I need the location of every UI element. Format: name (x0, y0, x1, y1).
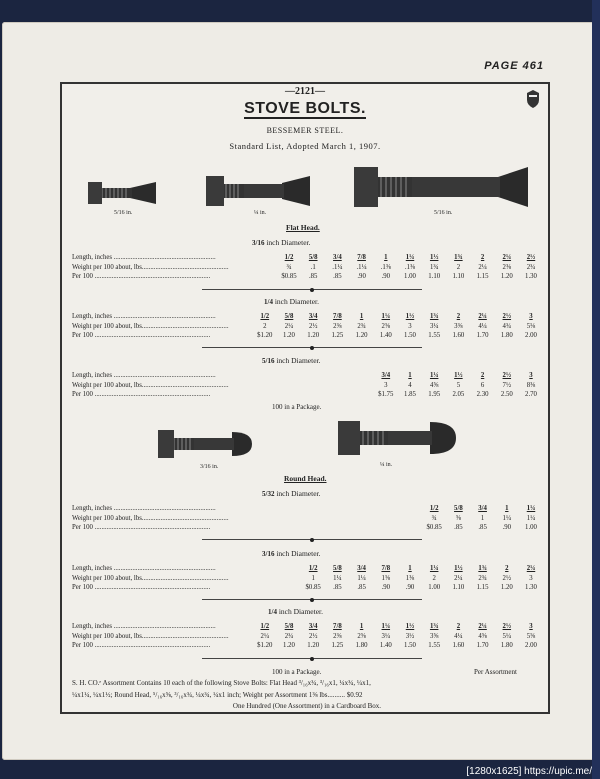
table-cell: 2¼ (478, 623, 487, 630)
watermark-text: [1280x1625] https://upic.me/ (466, 766, 592, 777)
table-cell: 3⅝ (429, 632, 439, 640)
table-cell: .85 (357, 584, 366, 591)
table-cell: 1½ (454, 565, 463, 572)
table-cell: 4⅝ (478, 632, 487, 640)
table-cell: 4⅝ (429, 381, 439, 389)
table-cell: 4¾ (502, 322, 512, 330)
row-label: Per 100 .................................................................... (72, 332, 211, 339)
table-cell: 1.30 (525, 584, 537, 591)
table-cell: 5⅛ (526, 322, 536, 330)
bolt-caption: 3/16 in. (200, 464, 219, 470)
table-cell: 1⅜ (405, 574, 415, 582)
table-cell: 2½ (502, 574, 512, 582)
row-label: Length, inches ............................................................ (72, 254, 216, 261)
table-cell: 2.00 (525, 642, 537, 649)
divider-dot (310, 598, 314, 602)
table-cell: 2⅝ (357, 632, 366, 640)
row-label: Per 100 .................................................................... (72, 391, 211, 398)
table-cell: 2½ (308, 632, 318, 640)
row-label: Per 100 .................................................................... (72, 642, 211, 649)
table-cell: 1.60 (452, 642, 465, 649)
table-cell: 1¼ (381, 313, 391, 320)
row-label: Weight per 100 about, lbs................................................... (72, 263, 229, 271)
table-row-length (72, 505, 542, 515)
table-row-weight (72, 515, 542, 525)
flat-head-heading: Flat Head. (286, 223, 320, 232)
row-label: Weight per 100 about, lbs................................................... (72, 514, 229, 522)
table-cell: 2¼ (478, 263, 487, 271)
table-cell: 3⅜ (454, 322, 463, 330)
table-cell: 1½ (405, 313, 415, 320)
table-cell: 1.00 (404, 273, 416, 280)
assortment-line: S. H. CO.ᵉ Assortment Contains 10 each of the following Stove Bolts: Flat Head ³/₁₆x¾, ³/₁₆x1, ¼x¾, ¼x1, (72, 679, 371, 687)
table-cell: 1.80 (500, 642, 513, 649)
table-cell: $0.85 (305, 584, 321, 591)
bolt-table-flat-1-4 (72, 313, 542, 342)
table-cell: 2 (456, 313, 461, 320)
table-row-length (72, 372, 542, 382)
table-cell: 1.50 (404, 642, 416, 649)
table-cell: 1¼ (429, 565, 439, 572)
table-cell: 1.55 (428, 642, 441, 649)
table-cell: 1/2 (429, 505, 439, 512)
per-assortment-label: Per Assortment (474, 668, 517, 676)
diameter-heading (264, 297, 319, 306)
table-cell: 1.15 (476, 584, 489, 591)
table-cell: 1.20 (500, 273, 513, 280)
bolt-table-round-5-32 (72, 505, 542, 534)
table-cell: 1.40 (379, 642, 392, 649)
row-label: Weight per 100 about, lbs................................................... (72, 322, 229, 330)
table-cell: 1 (408, 372, 412, 379)
diameter-heading (268, 607, 323, 616)
table-cell: ¾ (286, 263, 292, 271)
flat-head-bolt-medium-illustration (202, 172, 312, 210)
table-cell: 1.70 (476, 642, 489, 649)
table-cell: 3 (529, 574, 533, 582)
table-cell: 5/8 (308, 254, 318, 261)
table-cell: 1/2 (308, 565, 318, 572)
table-cell: 1¼ (333, 574, 342, 582)
table-row-price (72, 391, 542, 401)
table-cell: 5 (456, 381, 461, 389)
table-cell: 5¼ (502, 632, 512, 640)
table-cell: 7½ (502, 381, 512, 389)
table-cell: 1¾ (429, 263, 439, 271)
table-cell: 2¼ (260, 632, 270, 640)
row-label: Length, inches ............................................................ (72, 623, 216, 630)
bolt-caption: ¼ in. (380, 462, 393, 468)
bolt-table-flat-5-16 (72, 372, 542, 401)
flat-head-bolt-small-illustration (84, 178, 159, 208)
table-cell: 1.20 (355, 332, 368, 339)
table-cell: 2¾ (526, 263, 536, 271)
table-cell: .85 (454, 524, 463, 531)
row-label: Length, inches ............................................................ (72, 505, 216, 512)
table-cell: 3¼ (429, 322, 439, 330)
diameter-heading (262, 356, 320, 365)
table-cell: 2¼ (284, 322, 294, 330)
table-cell: 1 (359, 623, 364, 630)
bolt-caption: ¼ in. (254, 210, 267, 216)
table-cell: 1.15 (476, 273, 489, 280)
table-cell: 1.40 (379, 332, 392, 339)
round-head-bolt-small-illustration (154, 427, 254, 461)
table-cell: 1 (408, 565, 412, 572)
assortment-line: ¼x1¼, ¼x1½; Round Head, ⁵/₁₆x⅝, ³/₁₆x¾, ¼x¾, ¼x1 inch; Weight per Assortment 1⅜ lbs.......... $0.92 (72, 690, 363, 699)
table-cell: 1/2 (260, 313, 270, 320)
diameter-value: 3/16 (252, 239, 265, 247)
bolt-caption: 5/16 in. (114, 210, 133, 216)
table-cell: 3 (384, 381, 388, 389)
table-cell: 1¾ (429, 313, 439, 320)
table-cell: 1.00 (428, 584, 441, 591)
diameter-label: inch Diameter. (274, 549, 321, 558)
diameter-heading (262, 549, 320, 558)
table-cell: 2½ (308, 322, 318, 330)
diameter-value: 3/16 (262, 550, 275, 558)
table-cell: 3 (408, 322, 412, 330)
table-cell: 1.20 (283, 332, 295, 339)
table-cell: 2.00 (525, 332, 537, 339)
row-label: Weight per 100 about, lbs................................................... (72, 574, 229, 582)
table-row-length (72, 565, 542, 575)
table-cell: $1.20 (257, 332, 273, 339)
table-row-price (72, 273, 542, 283)
table-cell: 1.95 (428, 391, 441, 398)
table-cell: .90 (381, 584, 391, 591)
table-cell: 3/4 (333, 254, 342, 261)
table-cell: 6 (480, 381, 485, 389)
table-cell: 3¼ (381, 632, 391, 640)
catalog-number: —2121— (285, 86, 325, 97)
table-cell: .90 (381, 273, 391, 280)
table-cell: .90 (502, 524, 512, 531)
table-cell: 5/8 (454, 505, 463, 512)
table-cell: 1¾ (478, 565, 487, 572)
table-row-weight (72, 323, 542, 333)
table-row-length (72, 313, 542, 323)
diameter-value: 1/4 (268, 608, 277, 616)
table-cell: .1⅜ (404, 263, 416, 271)
table-cell: 2⅜ (333, 322, 342, 330)
table-cell: 2 (505, 565, 509, 572)
table-cell: 3½ (405, 632, 415, 640)
bolt-table-round-1-4 (72, 623, 542, 652)
table-cell: 7/8 (381, 565, 391, 572)
table-cell: 1¼ (357, 574, 366, 582)
table-cell: .85 (333, 584, 342, 591)
table-cell: .90 (405, 584, 415, 591)
table-cell: 1 (384, 254, 388, 261)
table-cell: 1.80 (355, 642, 368, 649)
table-cell: 1.20 (500, 584, 513, 591)
table-cell: 1.60 (452, 332, 465, 339)
table-cell: 2¼ (454, 574, 463, 582)
bolt-table-round-3-16 (72, 565, 542, 594)
table-cell: 1.80 (500, 332, 513, 339)
table-row-length (72, 623, 542, 633)
table-cell: 1.25 (331, 332, 344, 339)
table-cell: 2½ (502, 313, 512, 320)
table-cell: 1.10 (452, 273, 465, 280)
table-cell: 5/8 (333, 565, 342, 572)
table-cell: 1.10 (428, 273, 441, 280)
diameter-value: 5/32 (262, 490, 275, 498)
divider-dot (310, 346, 314, 350)
table-cell: 2 (456, 263, 461, 271)
table-cell: 8⅜ (526, 381, 536, 389)
table-cell: 1.25 (331, 642, 344, 649)
standard-subtitle: Standard List, Adopted March 1, 1907. (229, 141, 381, 151)
assortment-description (72, 678, 542, 713)
table-row-weight (72, 575, 542, 585)
table-cell: 2.30 (476, 391, 489, 398)
table-cell: 2¼ (478, 313, 487, 320)
row-label: Per 100 .................................................................... (72, 584, 211, 591)
table-cell: 5/8 (284, 313, 294, 320)
table-cell: $1.20 (257, 642, 273, 649)
diameter-label: inch Diameter. (274, 356, 321, 365)
table-cell: 1¼ (429, 372, 439, 379)
table-cell: 1.30 (525, 273, 537, 280)
table-cell: 2½ (502, 623, 512, 630)
table-cell: 2 (456, 623, 461, 630)
table-cell: 1¾ (454, 254, 463, 261)
scan-top-border (0, 0, 600, 22)
table-cell: 3/4 (308, 313, 318, 320)
table-cell: .90 (357, 273, 366, 280)
diameter-label: inch Diameter. (264, 238, 311, 247)
table-cell: 1¼ (405, 254, 415, 261)
table-cell: 1.70 (476, 332, 489, 339)
table-cell: 1½ (429, 254, 439, 261)
table-cell: 1⅝ (381, 574, 391, 582)
table-cell: .85 (308, 273, 318, 280)
material-subtitle: BESSEMER STEEL. (266, 126, 344, 135)
row-label: Weight per 100 about, lbs................................................... (72, 381, 229, 389)
table-cell: 3/4 (357, 565, 366, 572)
table-cell: ¾ (431, 514, 437, 522)
table-cell: 1.00 (525, 524, 537, 531)
table-cell: 2 (480, 372, 485, 379)
row-label: Weight per 100 about, lbs................................................... (72, 632, 229, 640)
catalog-frame (60, 82, 550, 714)
table-cell: 3 (529, 372, 533, 379)
table-cell: 5/8 (284, 623, 294, 630)
table-cell: 1.55 (428, 332, 441, 339)
table-row-price (72, 524, 542, 534)
table-cell: 1.85 (404, 391, 416, 398)
page-number: PAGE 461 (484, 60, 544, 72)
row-label: Length, inches ............................................................ (72, 372, 216, 379)
table-cell: 2¾ (478, 574, 487, 582)
table-cell: 1½ (405, 623, 415, 630)
table-cell: 1/2 (284, 254, 294, 261)
divider-dot (310, 657, 314, 661)
table-cell: 1¼ (526, 505, 536, 512)
table-cell: 2 (480, 254, 485, 261)
table-cell: 2.70 (525, 391, 537, 398)
table-cell: 1¾ (429, 623, 439, 630)
table-row-weight (72, 633, 542, 643)
table-cell: 2¼ (526, 565, 536, 572)
table-cell: 7/8 (357, 254, 366, 261)
table-cell: 1.20 (307, 642, 320, 649)
table-cell: 1 (311, 574, 315, 582)
table-cell: 4 (408, 381, 412, 389)
table-cell: 2½ (502, 372, 512, 379)
table-cell: 2¼ (502, 254, 512, 261)
table-cell: 7/8 (333, 313, 342, 320)
table-cell: 2 (263, 322, 267, 330)
table-cell: 3/4 (308, 623, 318, 630)
diameter-value: 1/4 (264, 298, 273, 306)
row-label: Length, inches ............................................................ (72, 565, 216, 572)
table-row-price (72, 642, 542, 652)
bolt-caption: 5/16 in. (434, 210, 453, 216)
round-head-heading: Round Head. (284, 474, 327, 483)
table-cell: 2½ (526, 254, 536, 261)
diameter-heading (262, 489, 320, 498)
table-cell: .1¼ (332, 263, 343, 271)
table-cell: 1 (359, 313, 364, 320)
table-cell: 1.50 (404, 332, 416, 339)
table-cell: 2.50 (500, 391, 513, 398)
table-cell: 3 (529, 313, 533, 320)
table-row-length (72, 254, 542, 264)
table-cell: 3 (529, 623, 533, 630)
round-head-bolt-large-illustration (334, 418, 458, 458)
diameter-value: 5/16 (262, 357, 275, 365)
table-cell: 1¼ (381, 623, 391, 630)
table-cell: 2¾ (284, 632, 294, 640)
bolt-table-flat-3-16 (72, 254, 542, 283)
table-cell: 2¾ (357, 322, 366, 330)
table-cell: 1¼ (526, 514, 536, 522)
table-cell: 7/8 (333, 623, 342, 630)
page-title: STOVE BOLTS. (244, 100, 366, 117)
divider-dot (310, 538, 314, 542)
table-cell: .1 (310, 263, 316, 271)
table-cell: 1 (505, 505, 509, 512)
table-cell: 1.20 (283, 642, 295, 649)
table-cell: .85 (478, 524, 487, 531)
table-cell: .1⅜ (380, 263, 391, 271)
row-label: Length, inches ............................................................ (72, 313, 216, 320)
flat-head-bolt-long-illustration (350, 164, 530, 210)
table-cell: 2⅜ (502, 263, 512, 271)
table-cell: .1¼ (356, 263, 367, 271)
diameter-label: inch Diameter. (272, 297, 319, 306)
table-cell: 1.20 (307, 332, 320, 339)
table-cell: $1.75 (378, 391, 394, 398)
table-cell: 2⅝ (381, 322, 391, 330)
table-cell: .85 (333, 273, 342, 280)
row-label: Per 100 .................................................................... (72, 273, 211, 280)
table-cell: 1/2 (260, 623, 270, 630)
table-cell: 2⅜ (333, 632, 342, 640)
table-cell: 5⅝ (526, 632, 536, 640)
table-cell: 1¼ (502, 514, 512, 522)
diameter-label: inch Diameter. (276, 607, 323, 616)
table-cell: 2 (432, 574, 436, 582)
table-cell: $0.85 (281, 273, 297, 280)
table-row-weight (72, 382, 542, 392)
table-cell: 1 (480, 514, 485, 522)
table-cell: 4¼ (454, 632, 463, 640)
package-note-round: 100 in a Package. (272, 668, 322, 676)
diameter-label: inch Diameter. (274, 489, 321, 498)
package-note: 100 in a Package. (272, 403, 322, 411)
table-cell: ⅝ (455, 514, 461, 522)
table-cell: $0.85 (426, 524, 442, 531)
table-cell: 1.10 (452, 584, 465, 591)
table-cell: 1½ (454, 372, 463, 379)
table-cell: 4¼ (478, 322, 487, 330)
table-cell: 3/4 (381, 372, 391, 379)
diameter-heading (252, 238, 310, 247)
table-row-price (72, 584, 542, 594)
table-cell: 3/4 (478, 505, 487, 512)
scan-right-border (592, 0, 600, 779)
table-row-price (72, 332, 542, 342)
divider-dot (310, 288, 314, 292)
table-cell: 2.05 (452, 391, 465, 398)
row-label: Per 100 .................................................................... (72, 524, 211, 531)
table-row-weight (72, 264, 542, 274)
assortment-line: One Hundred (One Assortment) in a Cardboard Box. (232, 702, 382, 710)
